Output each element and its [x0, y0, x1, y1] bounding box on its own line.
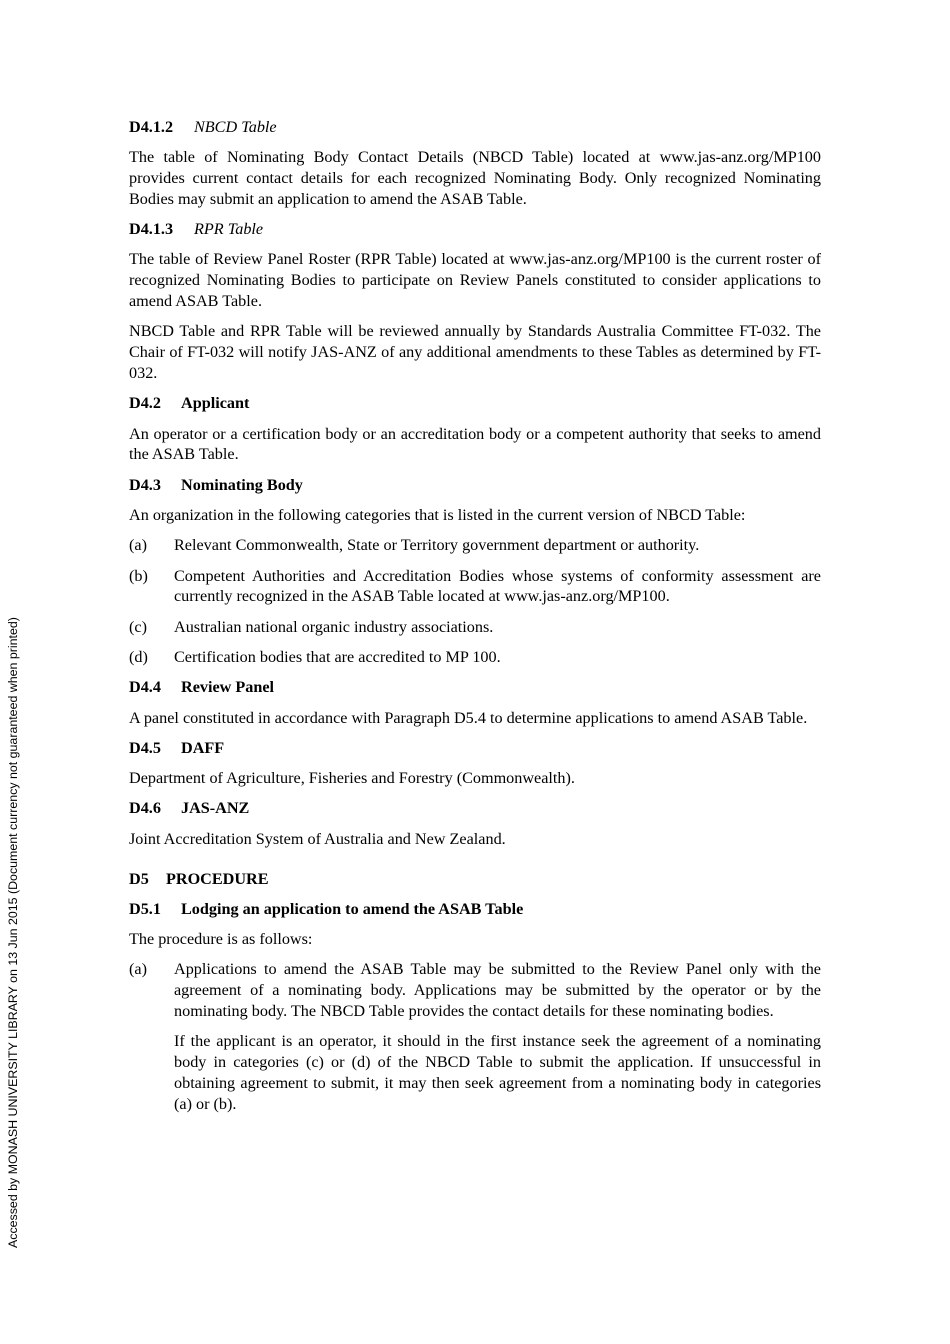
heading-d46 — [129, 798, 821, 819]
list-item-continuation: If the applicant is an operator, it should in the first instance seek the agreement of a nominating body in categories (c) or (d) of the NBCD Table to submit the application. If unsuccessful in obtaining agreement to submit, it may then seek agreement from a nominating body in categories (a) or (b). — [174, 1032, 821, 1113]
heading-number: D5 — [129, 869, 149, 888]
paragraph-procedure: The procedure is as follows: — [129, 930, 313, 949]
paragraph-daff: Department of Agriculture, Fisheries and Forestry (Commonwealth). — [129, 769, 575, 788]
heading-title: RPR Table — [194, 220, 264, 239]
paragraph-review-panel: A panel constituted in accordance with Paragraph D5.4 to determine applications to amend ASAB Table. — [129, 708, 808, 727]
heading-number: D4.1.3 — [129, 220, 174, 239]
heading-title: Applicant — [181, 394, 250, 413]
heading-title: DAFF — [181, 738, 225, 757]
access-watermark: Accessed by MONASH UNIVERSITY LIBRARY on 13 Jun 2015 (Document currency not guaranteed when printed) — [6, 617, 20, 1248]
list-item — [129, 959, 821, 1021]
heading-d42 — [129, 393, 821, 414]
list-item-text: Relevant Commonwealth, State or Territory government department or authority. — [174, 536, 700, 555]
list-item — [129, 617, 821, 638]
heading-number: D5.1 — [129, 899, 161, 918]
heading-d5 — [129, 869, 821, 890]
paragraph-nominating-body: An organization in the following categories that is listed in the current version of NBCD Table: — [129, 505, 746, 524]
heading-d45 — [129, 738, 821, 759]
list-item-label: (d) — [129, 647, 148, 666]
heading-title: NBCD Table — [194, 118, 277, 136]
heading-d43 — [129, 475, 821, 496]
heading-d412 — [129, 117, 821, 138]
heading-number: D4.4 — [129, 678, 161, 697]
list-item — [129, 535, 821, 556]
heading-title: JAS-ANZ — [181, 799, 250, 818]
list-item-label: (a) — [129, 960, 147, 979]
paragraph-rpr-table: The table of Review Panel Roster (RPR Table) located at www.jas-anz.org/MP100 is the current roster of recognized Nominating Bodies to participate on Review Panels constituted to consider applications to amend ASAB Table. — [129, 250, 821, 311]
heading-number: D4.5 — [129, 738, 161, 757]
list-item — [129, 566, 821, 608]
list-item-label: (a) — [129, 536, 147, 555]
heading-d44 — [129, 677, 821, 698]
heading-title: Nominating Body — [181, 475, 303, 494]
paragraph-tables-review: NBCD Table and RPR Table will be reviewed annually by Standards Australia Committee FT-032. The Chair of FT-032 will notify JAS-ANZ of any additional amendments to these Tables as determined by FT-032. — [129, 322, 821, 382]
paragraph-jas-anz: Joint Accreditation System of Australia and New Zealand. — [129, 829, 506, 848]
list-item-text: Certification bodies that are accredited to MP 100. — [174, 647, 501, 666]
heading-title: PROCEDURE — [166, 869, 269, 888]
heading-number: D4.3 — [129, 475, 161, 494]
paragraph-nbcd-table: The table of Nominating Body Contact Details (NBCD Table) located at www.jas-anz.org/MP100 provides current contact details for each recognized Nominating Body. Only recognized Nominating Bodies may submit an application to amend the ASAB Table. — [129, 148, 821, 208]
list-item-label: (b) — [129, 566, 148, 585]
list-item — [129, 647, 821, 668]
list-item-label: (c) — [129, 617, 147, 636]
paragraph-applicant: An operator or a certification body or an accreditation body or a competent authority that seeks to amend the ASAB Table. — [129, 424, 821, 464]
heading-number: D4.1.2 — [129, 118, 174, 136]
heading-title: Lodging an application to amend the ASAB Table — [181, 899, 524, 918]
heading-title: Review Panel — [181, 678, 275, 697]
heading-d51 — [129, 899, 821, 920]
list-item-text: Competent Authorities and Accreditation Bodies whose systems of conformity assessment are currently recognized in the ASAB Table located at www.jas-anz.org/MP100. — [174, 566, 821, 606]
list-item-text: Applications to amend the ASAB Table may be submitted to the Review Panel only with the agreement of a nominating body. Applications may be submitted by the operator or by the nominating body. The NBCD Table provides the contact details for these nominating bodies. — [174, 960, 821, 1020]
document-page — [129, 117, 821, 1124]
heading-number: D4.2 — [129, 394, 161, 413]
heading-d413 — [129, 219, 821, 240]
list-item-text: Australian national organic industry associations. — [174, 617, 494, 636]
heading-number: D4.6 — [129, 799, 161, 818]
